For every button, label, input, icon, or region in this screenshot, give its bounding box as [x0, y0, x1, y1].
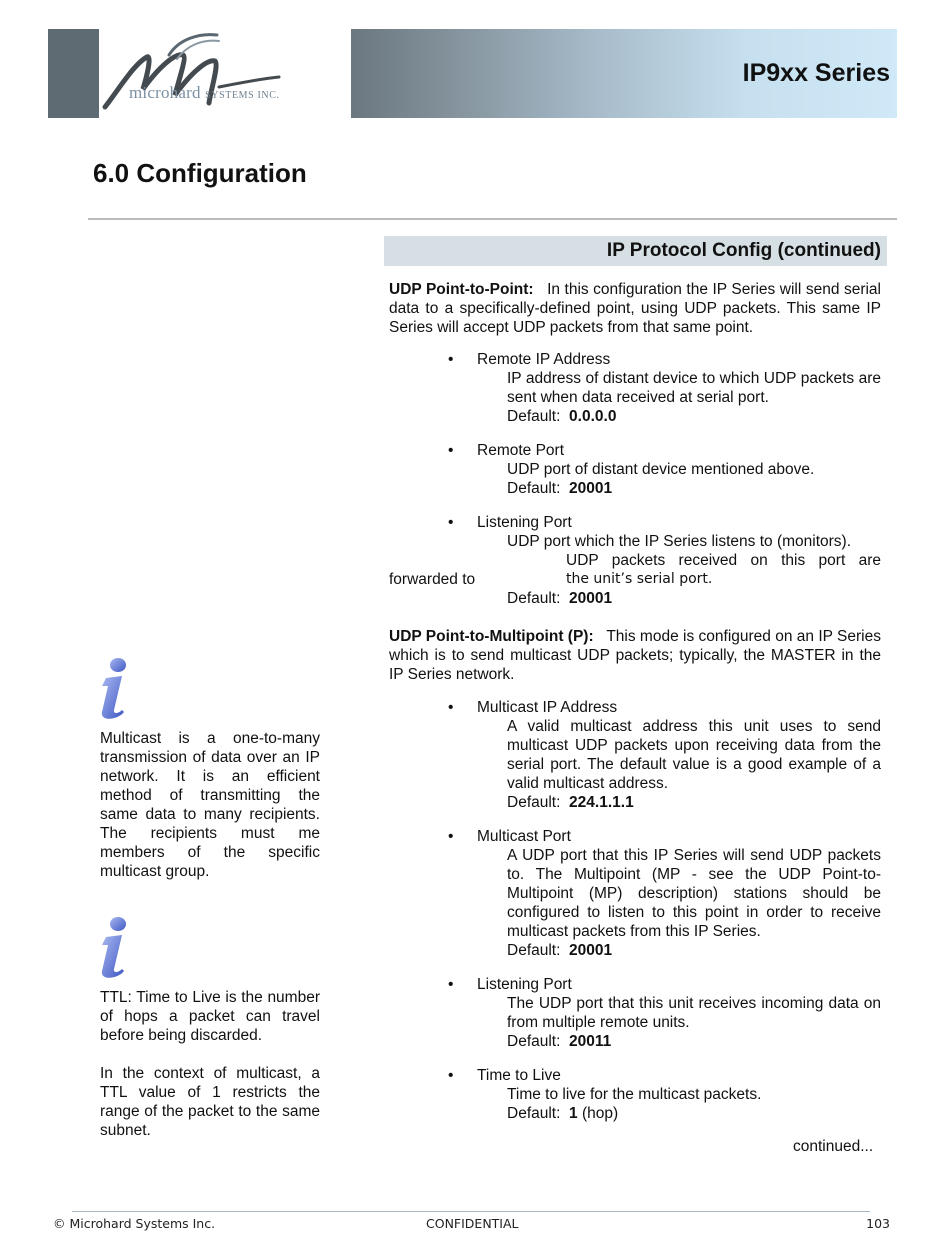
- bullet-icon: •: [448, 976, 454, 993]
- footer-divider: [72, 1211, 870, 1212]
- banner-gradient: [302, 29, 897, 118]
- info-icon: [94, 656, 134, 720]
- box-heading: IP Protocol Config (continued): [384, 236, 887, 266]
- series-title: IP9xx Series: [742, 59, 890, 87]
- p2mp-item-title: Multicast Port: [477, 828, 571, 845]
- p2p-label: UDP Point-to-Point:: [389, 281, 534, 298]
- bullet-icon: •: [448, 699, 454, 716]
- p2p-item-desc: UDP port of distant device mentioned above.: [507, 461, 815, 478]
- p2p-item-default: Default: 20001: [507, 480, 613, 497]
- footer-confidential: CONFIDENTIAL: [426, 1216, 519, 1231]
- section-title: 6.0 Configuration: [93, 158, 307, 188]
- p2p-item-desc-line3b: the unit’s serial port.: [566, 571, 713, 587]
- p2mp-item-default: Default: 20001: [507, 942, 613, 959]
- continued-note: continued...: [793, 1138, 874, 1155]
- p2p-item-desc: IP address of distant device to which UDP packets are sent when data received at serial port.: [507, 370, 881, 406]
- bullet-icon: •: [448, 828, 454, 845]
- header-banner: [48, 29, 897, 118]
- section-divider: [88, 218, 897, 220]
- bullet-icon: •: [448, 514, 454, 531]
- p2p-item-desc-line3a: forwarded to: [389, 571, 476, 588]
- page-number: 103: [866, 1216, 890, 1231]
- p2mp-item-default: Default: 224.1.1.1: [507, 794, 634, 811]
- p2p-item-desc-line2: UDP packets received on this port are: [566, 552, 881, 569]
- logo-m-swoosh-icon: [99, 29, 351, 118]
- logo-wordmark: microhard SYSTEMS INC.: [129, 83, 280, 102]
- sidebar-note-ttl-multicast: In the context of multicast, a TTL value of 1 restricts the range of the packet to the same subnet.: [100, 1065, 320, 1139]
- p2mp-label: UDP Point-to-Multipoint (P):: [389, 628, 594, 645]
- p2mp-item-title: Multicast IP Address: [477, 699, 618, 716]
- sidebar-note-ttl: TTL: Time to Live is the number of hops a packet can travel before being discarded.: [100, 989, 320, 1044]
- p2p-item-title: Remote Port: [477, 442, 565, 459]
- p2mp-item-default: Default: 1 (hop): [507, 1105, 619, 1122]
- p2p-item-title: Remote IP Address: [477, 351, 611, 368]
- info-icon: [94, 915, 134, 979]
- p2mp-text: This mode is configured on an IP Series which is to send multicast UDP packets; typically, the MASTER in the IP Series network.: [389, 628, 881, 683]
- p2p-item-default: Default: 0.0.0.0: [507, 408, 617, 425]
- p2mp-item-title: Listening Port: [477, 976, 572, 993]
- footer-copyright: © Microhard Systems Inc.: [53, 1216, 216, 1231]
- banner-left-block: [48, 29, 99, 118]
- bullet-icon: •: [448, 1067, 454, 1084]
- p2mp-item-default: Default: 20011: [507, 1033, 612, 1050]
- p2mp-item-title: Time to Live: [477, 1067, 561, 1084]
- p2p-intro: [389, 280, 881, 337]
- p2mp-item-desc: Time to live for the multicast packets.: [507, 1086, 762, 1103]
- p2p-item-desc-line1: UDP port which the IP Series listens to (monitors).: [507, 533, 852, 550]
- p2p-text: In this configuration the IP Series will send serial data to a specifically-defined point, using UDP packets. This same IP Series will accept UDP packets from that same point.: [389, 281, 881, 336]
- p2mp-item-desc: A UDP port that this IP Series will send UDP packets to. The Multipoint (MP - see the UDP Point-to-Multipoint (MP) description) stations should be configured to listen to this point in order to receive multicast packets from this IP Series.: [507, 847, 881, 940]
- p2p-item-title: Listening Port: [477, 514, 572, 531]
- p2mp-item-desc: The UDP port that this unit receives incoming data on from multiple remote units.: [507, 995, 881, 1031]
- bullet-icon: •: [448, 442, 454, 459]
- sidebar-note-multicast: Multicast is a one-to-many transmission of data over an IP network. It is an efficient method of transmitting the same data to many recipients. The recipients must me members of the specific multicast group.: [100, 730, 320, 880]
- company-logo: [99, 29, 351, 118]
- bullet-icon: •: [448, 351, 454, 368]
- p2mp-intro: [389, 627, 881, 684]
- p2mp-item-desc: A valid multicast address this unit uses to send multicast UDP packets upon receiving data from the serial port. The default value is a good example of a valid multicast address.: [507, 718, 881, 792]
- p2p-item-default: Default: 20001: [507, 590, 613, 607]
